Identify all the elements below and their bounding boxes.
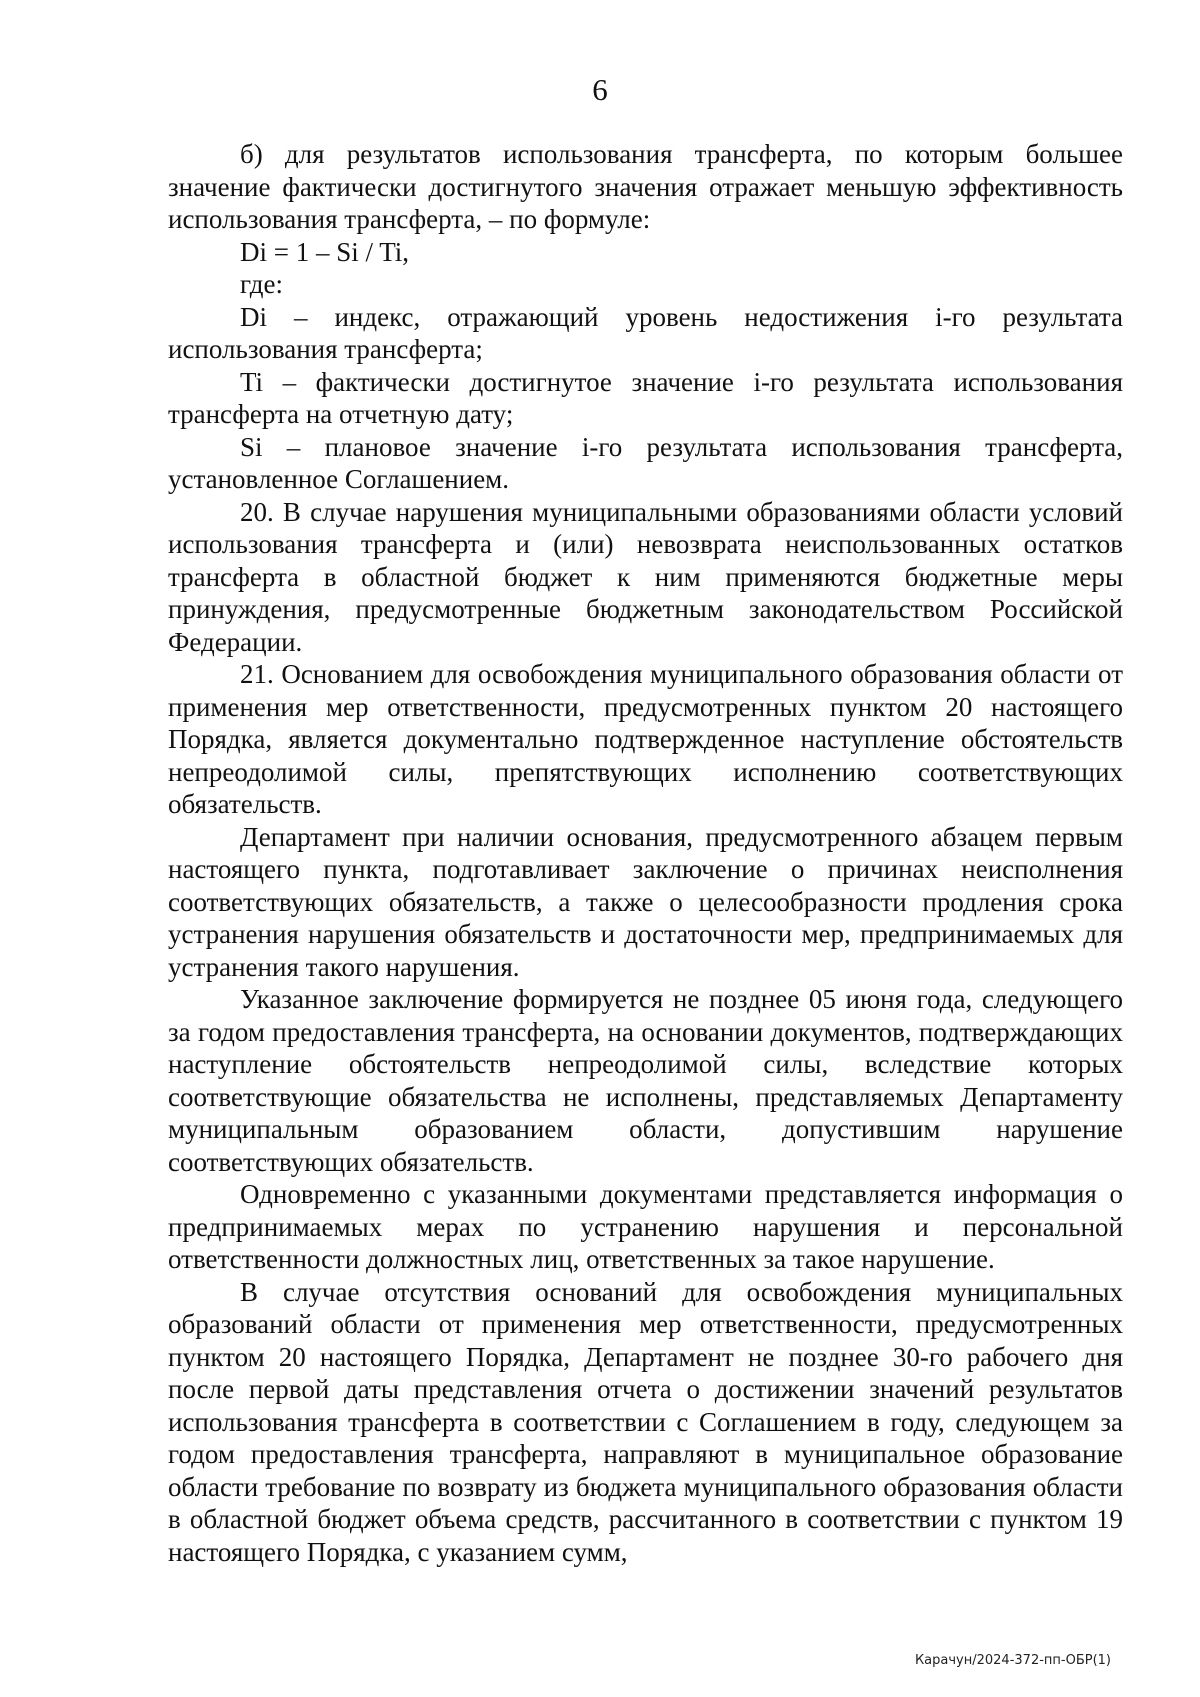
page-number: 6 [592,72,608,107]
paragraph-b-formula-intro: б) для результатов использования трансферта, по которым большее значение фактически достигнутого значения отражает меньшую эффективность использования трансферта, – по формуле: [168,139,1123,234]
paragraph-refund-requirement: В случае отсутствия оснований для освобождения муниципальных образований области от применения мер ответственности, предусмотренных пунктом 20 настоящего Порядка, Департамент не позднее 30-го рабочего дня после первой даты представления отчета о достижении значений результатов использования трансферта в соответствии с Соглашением в году, следующем за годом предоставления трансферта, направляют в муниципальное образование области требование по возврату из бюджета муниципального образования области в областной бюджет объема средств, рассчитанного в соответствии с пунктом 19 настоящего Порядка, с указанием сумм, [168,1276,1123,1567]
definition-ti: Ti – фактически достигнутое значение i-го результата использования трансферта на отчетную дату; [168,366,1123,429]
where-label: где: [240,269,283,299]
paragraph-21: 21. Основанием для освобождения муниципального образования области от применения мер ответственности, предусмотренных пунктом 20 настоящего Порядка, является документально подтвержденное наступление обстоятельств непреодолимой силы, препятствующих исполнению соответствующих обязательств. [168,659,1123,819]
document-registration-code: Карачун/2024-372-пп-ОБР(1) [914,1653,1111,1668]
formula-di: Di = 1 – Si / Ti, [240,236,410,267]
paragraph-conclusion-deadline: Указанное заключение формируется не позднее 05 июня года, следующего за годом предоставления трансферта, на основании документов, подтверждающих наступление обстоятельств непреодолимой силы, вследствие которых соответствующие обязательства не исполнены, представляемых Департаменту муниципальным образованием области, допустившим нарушение соответствующих обязательств. [168,984,1123,1177]
paragraph-20: 20. В случае нарушения муниципальными образованиями области условий использования трансферта и (или) невозврата неиспользованных остатков трансферта в областной бюджет к ним применяются бюджетные меры принуждения, предусмотренные бюджетным законодательством Российской Федерации. [168,496,1123,657]
paragraph-simultaneous-info: Одновременно с указанными документами представляется информация о предпринимаемых мерах по устранению нарушения и персональной ответственности должностных лиц, ответственных за такое нарушение. [168,1179,1123,1274]
definition-di: Di – индекс, отражающий уровень недостижения i-го результата использования трансферта; [168,301,1123,364]
document-body [168,138,1123,1568]
paragraph-department-conclusion: Департамент при наличии основания, предусмотренного абзацем первым настоящего пункта, подготавливает заключение о причинах неисполнения соответствующих обязательств, а также о целесообразности продления срока устранения нарушения обязательств и достаточности мер, предпринимаемых для устранения такого нарушения. [168,821,1123,982]
definition-si: Si – плановое значение i-го результата использования трансферта, установленное Соглашением. [168,431,1123,494]
